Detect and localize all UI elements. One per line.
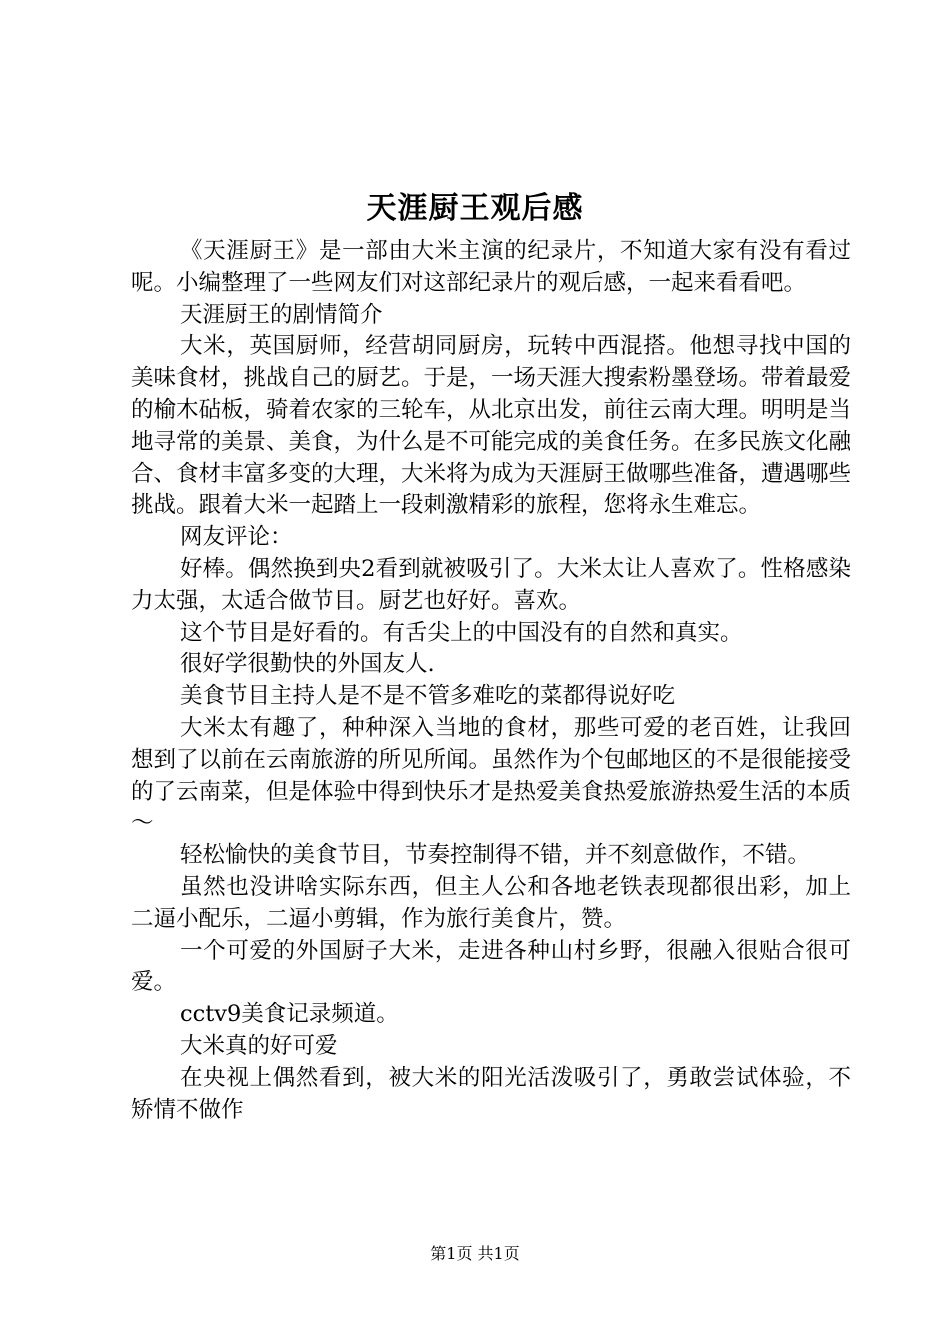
comment-paragraph: 很好学很勤快的外国友人. [180,651,435,678]
comment-paragraph: 好棒。偶然换到央2看到就被吸引了。大米太让人喜欢了。性格感染力太强，太适合做节目。厨艺也好好。喜欢。 [131,555,851,614]
intro-paragraph: 《天涯厨王》是一部由大米主演的纪录片，不知道大家有没有看过呢。小编整理了一些网友们对这部纪录片的观后感，一起来看看吧。 [131,238,851,296]
document-body [131,236,851,1126]
comment-paragraph: 在央视上偶然看到，被大米的阳光活泼吸引了，勇敢尝试体验，不矫情不做作 [131,1064,851,1123]
comment-paragraph: 大米真的好可爱 [180,1032,338,1059]
document-title: 天涯厨王观后感 [366,191,584,226]
comment-paragraph: cctv9美食记录频道。 [180,1001,399,1028]
comment-paragraph: 一个可爱的外国厨子大米，走进各种山村乡野，很融入很贴合很可爱。 [131,937,851,996]
comment-paragraph: 这个节目是好看的。有舌尖上的中国没有的自然和真实。 [180,619,743,646]
comment-paragraph: 虽然也没讲啥实际东西，但主人公和各地老铁表现都很出彩，加上二逼小配乐，二逼小剪辑，作为旅行美食片，赞。 [131,873,851,932]
comment-paragraph: 美食节目主持人是不是不管多难吃的菜都得说好吃 [180,683,676,710]
page-footer: 第1页 共1页 [430,1244,520,1263]
section-heading-comments: 网友评论： [180,524,293,551]
comment-paragraph: 大米太有趣了，种种深入当地的食材，那些可爱的老百姓，让我回想到了以前在云南旅游的所见所闻。虽然作为个包邮地区的不是很能接受的了云南菜，但是体验中得到快乐才是热爱美食热爱旅游热爱生活的本质～ [131,714,852,837]
synopsis-paragraph: 大米，英国厨师，经营胡同厨房，玩转中西混搭。他想寻找中国的美味食材，挑战自己的厨艺。于是，一场天涯大搜索粉墨登场。带着最爱的榆木砧板，骑着农家的三轮车，从北京出发，前往云南大理。明明是当地寻常的美景、美食，为什么是不可能完成的美食任务。在多民族文化融合、食材丰富多变的大理，大米将为成为天涯厨王做哪些准备，遭遇哪些挑战。跟着大米一起踏上一段刺激精彩的旅程，您将永生难忘。 [131,333,852,519]
comment-paragraph: 轻松愉快的美食节目，节奏控制得不错，并不刻意做作，不错。 [180,842,811,869]
section-heading-synopsis: 天涯厨王的剧情简介 [180,301,383,328]
